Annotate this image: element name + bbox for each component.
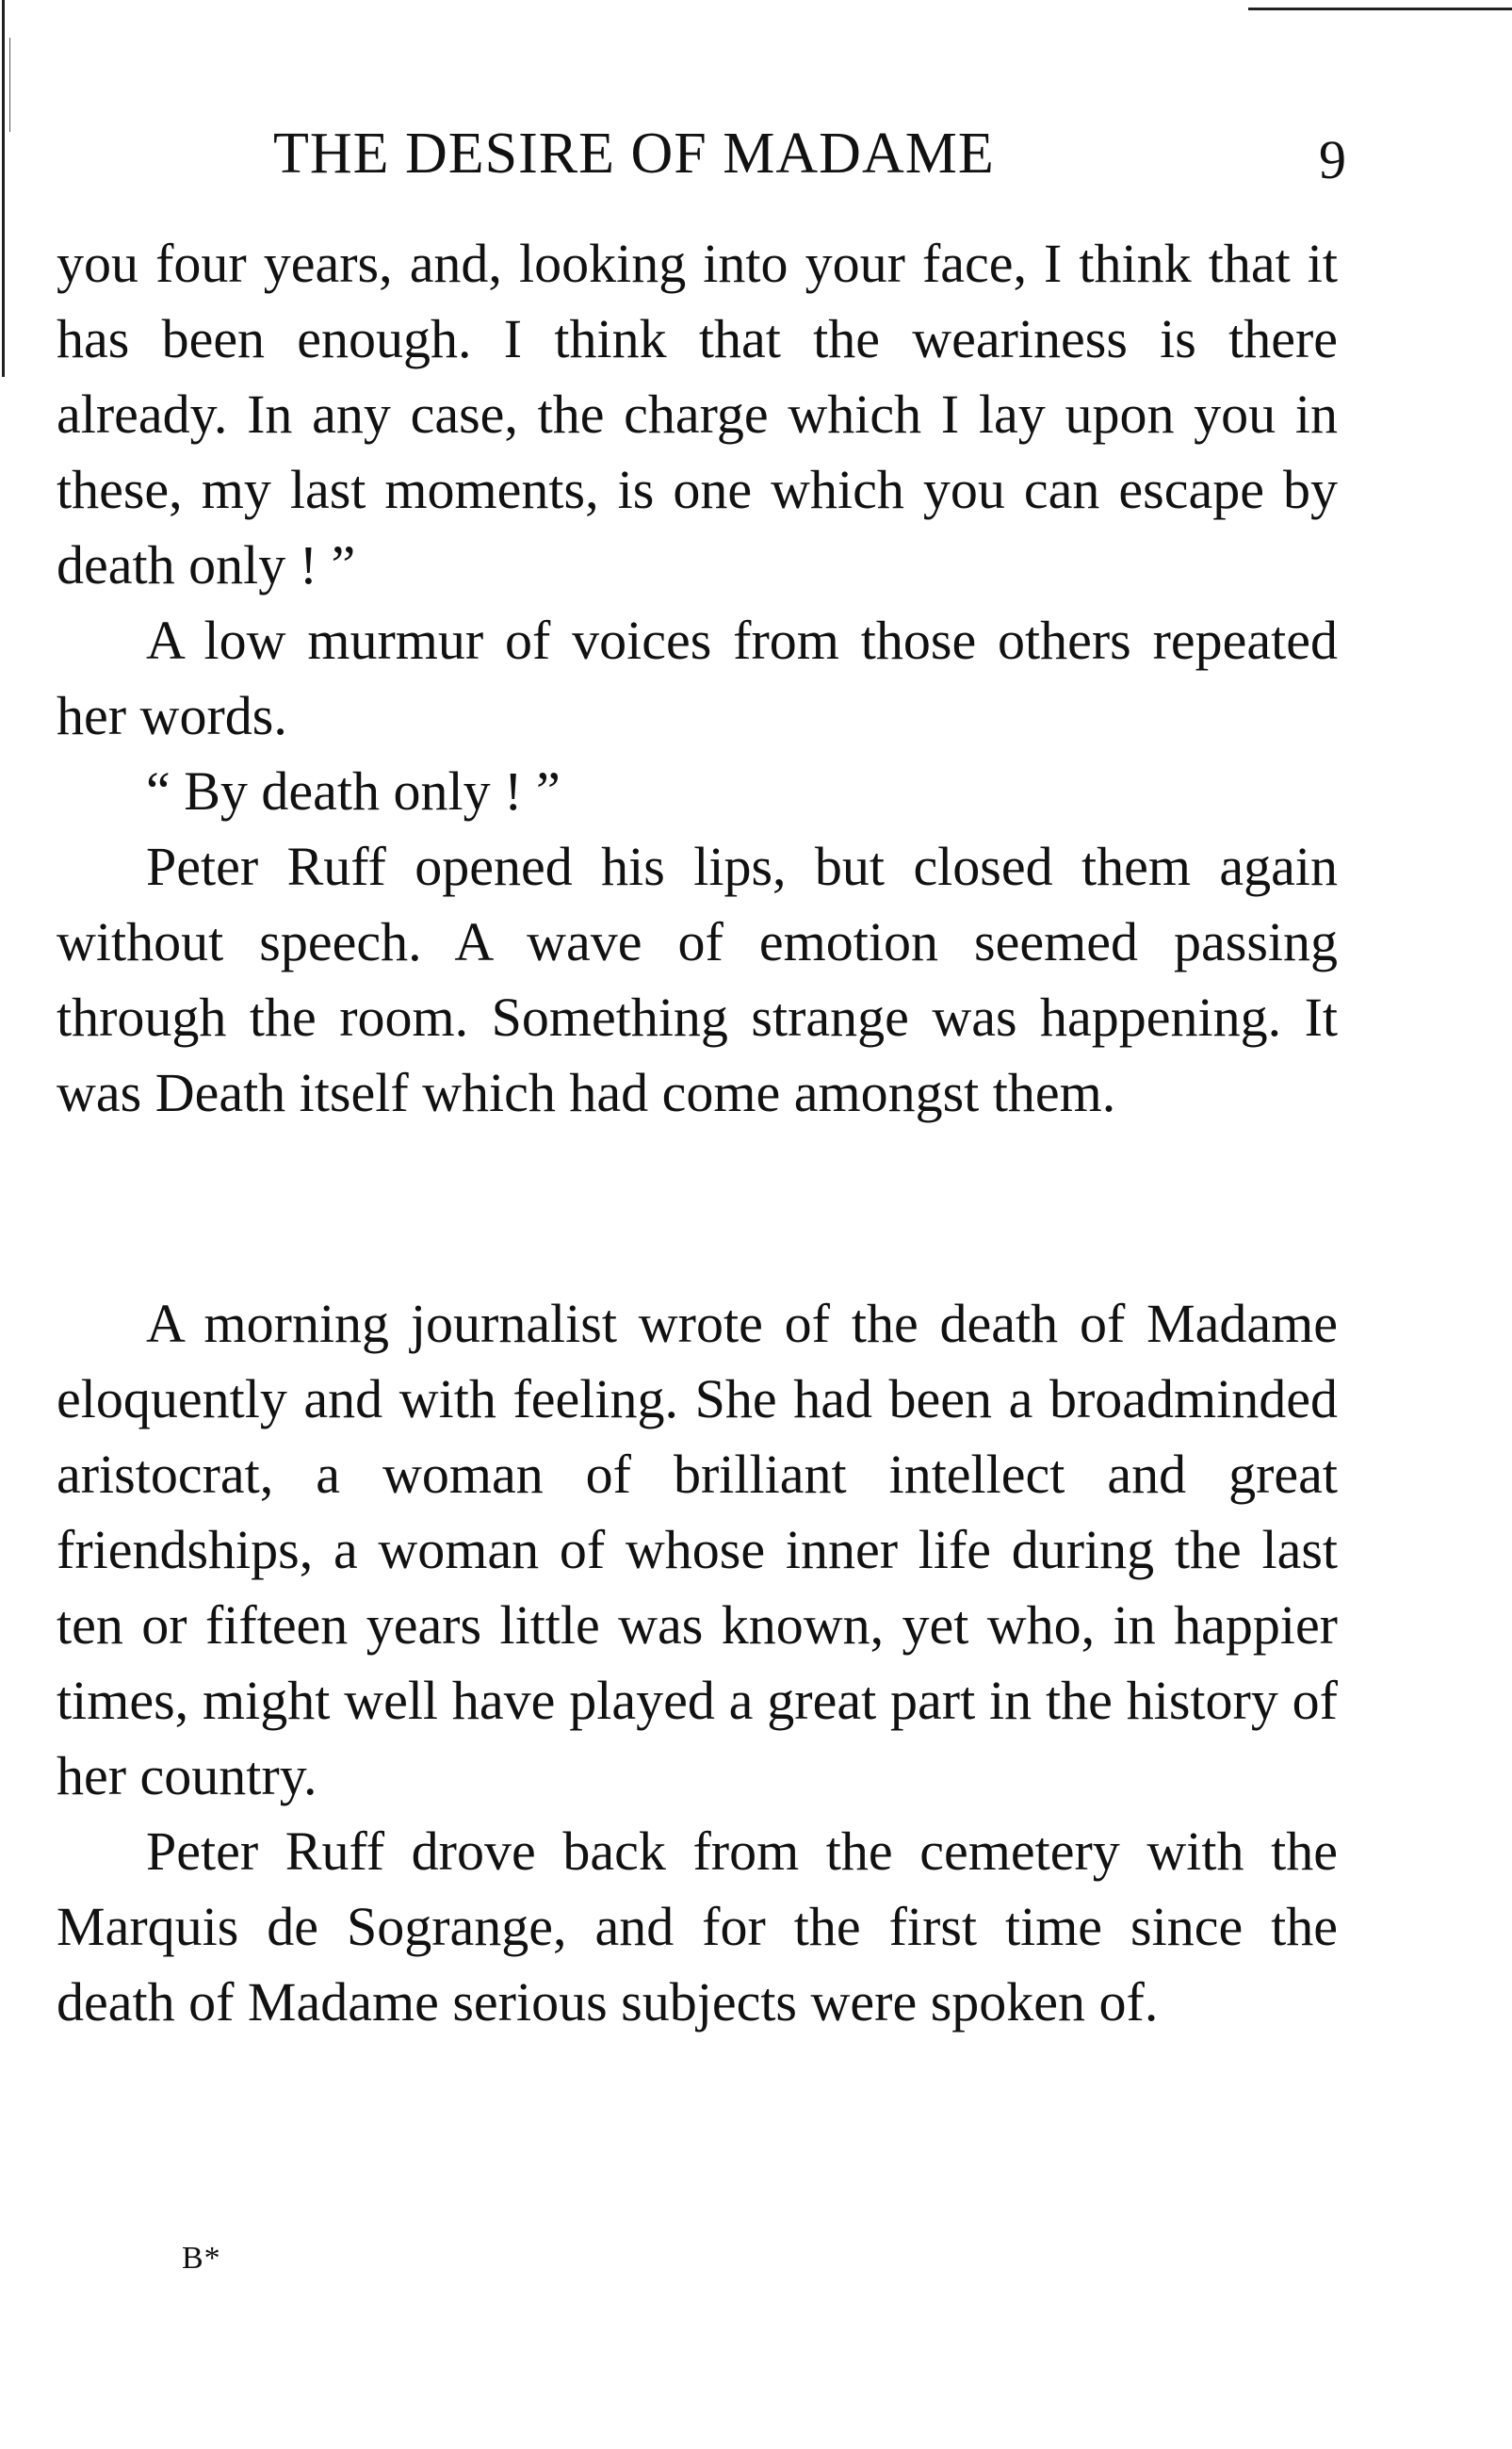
paragraph: A low murmur of voices from those others repeated her words.	[57, 610, 1338, 746]
page-number: 9	[1319, 129, 1347, 190]
paragraph: Peter Ruff drove back from the cemetery with the Marquis de Sogrange, and for the first time since the death of Madame serious subjects were spoken of.	[57, 1820, 1338, 2033]
text-section-3	[57, 1814, 1338, 2040]
scan-edge-left	[2, 0, 5, 377]
paragraph-continued: you four years, and, looking into your face, I think that it has been enough. I think that the weariness is there already. In any case, the charge which I lay upon you in these, my last moments, is one which you can escape by death only ! ”	[57, 233, 1338, 596]
text-section-2	[57, 1286, 1338, 1814]
paragraph: A morning journalist wrote of the death of Madame eloquently and with feeling. She had been a broadminded aristocrat, a woman of brilliant intellect and great friendships, a woman of whose inner life during the last ten or fifteen years little was known, yet who, in happier times, might well have played a great part in the history of her country.	[57, 1293, 1338, 1806]
paragraph: Peter Ruff opened his lips, but closed them again without speech. A wave of emotion seemed passing through the room. Something strange was happening. It was Death itself which had come amongst them.	[57, 836, 1338, 1123]
scan-edge-top-right	[1248, 8, 1512, 10]
page-header	[273, 121, 1347, 205]
text-section-1	[57, 226, 1338, 1131]
signature-mark: B*	[182, 2241, 221, 2276]
scan-edge-left-thin	[9, 38, 10, 132]
running-head: THE DESIRE OF MADAME	[273, 122, 995, 186]
paragraph: “ By death only ! ”	[146, 760, 561, 822]
